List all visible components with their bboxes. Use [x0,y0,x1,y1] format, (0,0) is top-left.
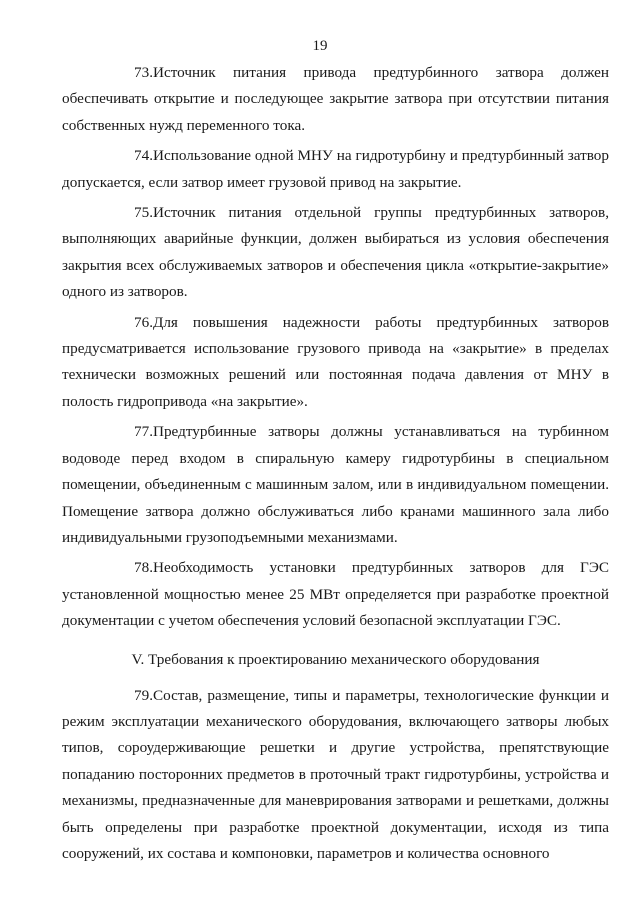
paragraph-text: Предтурбинные затворы должны устанавливаться на турбинном водоводе перед входом в спиральную камеру гидротурбины в специальном помещении, объединенным с машинным залом, или в индивидуальном помещении. Помещение затвора должно обслуживаться либо кранами машинного зала либо индивидуальными грузоподъемными механизмами. [62,423,609,546]
page-number: 19 [312,38,328,54]
paragraph-73 [62,60,609,139]
paragraph-74 [62,143,609,196]
paragraph-79 [62,683,609,868]
paragraph-number: 77. [134,423,153,441]
paragraph-text: Источник питания отдельной группы предтурбинных затворов, выполняющих аварийные функции, должен выбираться из условия обеспечения закрытия всех обслуживаемых затворов и обеспечения цикла «открытие-закрытие» одного из затворов. [62,204,609,301]
paragraph-number: 78. [134,559,153,577]
paragraph-number: 76. [134,313,153,331]
paragraph-text: Источник питания привода предтурбинного затвора должен обеспечивать открытие и последующее закрытие затвора при отсутствии питания собственных нужд переменного тока. [62,64,609,134]
paragraph-text: Использование одной МНУ на гидротурбину и предтурбинный затвор допускается, если затвор имеет грузовой привод на закрытие. [62,147,609,191]
document-body [62,60,609,871]
paragraph-77 [62,419,609,551]
paragraph-text: Состав, размещение, типы и параметры, технологические функции и режим эксплуатации механического оборудования, включающего затворы любых типов, сороудерживающие решетки и другие устройства, препятствующие попаданию посторонних предметов в проточный тракт гидротурбины, устройства и механизмы, предназначенные для маневрирования затворами и решетками, должны быть определены при разработке проектной документации, исходя из типа сооружений, их состава и компоновки, параметров и количества основного [62,686,609,862]
paragraph-number: 75. [134,204,153,222]
paragraph-number: 79. [134,686,153,704]
section-heading: V. Требования к проектированию механического оборудования [131,650,540,668]
paragraph-number: 74. [134,147,153,165]
paragraph-78 [62,555,609,634]
paragraph-75 [62,200,609,306]
paragraph-76 [62,310,609,416]
paragraph-text: Для повышения надежности работы предтурбинных затворов предусматривается использование грузового привода на «закрытие» в пределах технически возможных решений или постоянная подача давления от МНУ в полость гидропривода «на закрытие». [62,313,609,410]
paragraph-number: 73. [134,64,153,81]
paragraph-text: Необходимость установки предтурбинных затворов для ГЭС установленной мощностью менее 25 МВт определяется при разработке проектной документации с учетом обеспечения условий безопасной эксплуатации ГЭС. [62,559,609,630]
